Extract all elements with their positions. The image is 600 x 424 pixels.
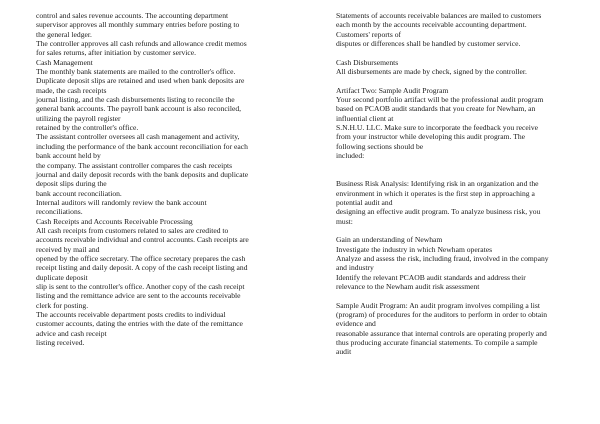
text-line: retained by the controller's office. bbox=[36, 123, 139, 133]
text-line: each month by the accounts receivable accounting department. bbox=[336, 20, 527, 30]
text-line: must: bbox=[336, 216, 353, 226]
text-line: Duplicate deposit slips are retained and used when bank deposits are bbox=[36, 76, 245, 86]
text-line: Internal auditors will randomly review the bank account bbox=[36, 197, 207, 207]
text-line: Statements of accounts receivable balances are mailed to customers bbox=[336, 11, 542, 20]
text-line: journal and daily deposit records with the bank deposits and duplicate bbox=[36, 169, 249, 179]
text-line: evidence and bbox=[336, 319, 376, 329]
text-line: thus producing accurate financial statements. To compile a sample bbox=[336, 338, 538, 348]
text-line: Cash Receipts and Accounts Receivable Processing bbox=[36, 216, 193, 226]
text-line: including the performance of the bank account reconciliation for each bbox=[36, 141, 248, 151]
text-line: designing an effective audit program. To analyze business risk, you bbox=[336, 207, 541, 217]
paragraph-spacer bbox=[336, 48, 584, 57]
text-line: The controller approves all cash refunds and allowance credit memos bbox=[36, 39, 247, 49]
text-line: Identify the relevant PCAOB audit standards and address their bbox=[336, 272, 526, 282]
text-line: All cash receipts from customers related to sales are credited to bbox=[36, 225, 229, 235]
text-line: Artifact Two: Sample Audit Program bbox=[336, 85, 449, 95]
text-line: bank account held by bbox=[36, 151, 101, 161]
text-line: Your second portfolio artifact will be the professional audit program bbox=[336, 95, 544, 105]
paragraph-spacer bbox=[336, 170, 584, 179]
text-line: deposit slips during the bbox=[36, 179, 107, 189]
paragraph-spacer bbox=[336, 291, 584, 300]
text-line: clerk for posting. bbox=[36, 300, 89, 310]
text-line: journal listing, and the cash disbursements listing to reconcile the bbox=[36, 95, 235, 105]
text-line: listing received. bbox=[36, 338, 85, 348]
right-column bbox=[336, 11, 584, 357]
text-line: disputes or differences shall be handled by customer service. bbox=[336, 39, 521, 49]
text-line: for sales returns, after initiation by customer service. bbox=[36, 48, 197, 58]
text-line: received by mail and bbox=[36, 244, 100, 254]
text-line: influential client at bbox=[336, 113, 394, 123]
paragraph-spacer bbox=[336, 226, 584, 235]
text-line: The assistant controller oversees all cash management and activity, bbox=[36, 132, 240, 142]
text-line: the company. The assistant controller compares the cash receipts bbox=[36, 160, 233, 170]
text-line: general bank accounts. The payroll bank account is also reconciled, bbox=[36, 104, 242, 114]
text-line: from your instructor while developing this audit program. The bbox=[336, 132, 526, 142]
text-line: bank account reconciliation. bbox=[36, 188, 122, 198]
text-line: control and sales revenue accounts. The accounting department bbox=[36, 11, 229, 20]
text-line: following sections should be bbox=[336, 141, 424, 151]
text-line: based on PCAOB audit standards that you create for Newham, an bbox=[336, 104, 536, 114]
text-line: opened by the office secretary. The office secretary prepares the cash bbox=[36, 253, 246, 263]
text-line: included: bbox=[336, 151, 365, 161]
text-line: Customers' reports of bbox=[336, 29, 402, 39]
text-line: listing and the remittance advice are sent to the accounts receivable bbox=[36, 291, 241, 301]
left-column bbox=[36, 11, 298, 347]
text-line: reasonable assurance that internal controls are operating properly and bbox=[336, 328, 547, 338]
text-line: Cash Disbursements bbox=[336, 57, 399, 67]
text-line: Investigate the industry in which Newham operates bbox=[336, 244, 493, 254]
text-line: utilizing the payroll register bbox=[36, 113, 121, 123]
text-line: Analyze and assess the risk, including fraud, involved in the company bbox=[336, 253, 549, 263]
text-line: slip is sent to the controller's office. Another copy of the cash receipt bbox=[36, 281, 245, 291]
text-line: and industry bbox=[336, 263, 374, 273]
text-line: accounts receivable individual and control accounts. Cash receipts are bbox=[36, 235, 249, 245]
text-line: customer accounts, dating the entries with the date of the remittance bbox=[36, 319, 243, 329]
text-line: Business Risk Analysis: Identifying risk in an organization and the bbox=[336, 179, 539, 189]
text-line: Cash Management bbox=[36, 57, 93, 67]
text-line: The monthly bank statements are mailed to the controller's office. bbox=[36, 67, 236, 77]
text-line: All disbursements are made by check, signed by the controller. bbox=[336, 67, 527, 77]
text-line: reconciliations. bbox=[36, 207, 83, 217]
text-line: S.N.H.U. LLC. Make sure to incorporate the feedback you receive bbox=[336, 123, 539, 133]
text-line: duplicate deposit bbox=[36, 272, 88, 282]
text-line: advice and cash receipt bbox=[36, 328, 107, 338]
text-line: Gain an understanding of Newham bbox=[336, 235, 443, 245]
text-line: potential audit and bbox=[336, 197, 393, 207]
text-line: The accounts receivable department posts credits to individual bbox=[36, 310, 226, 319]
paragraph-spacer bbox=[336, 161, 584, 170]
text-line: audit bbox=[336, 347, 352, 357]
text-line: relevance to the Newham audit risk assessment bbox=[336, 281, 480, 291]
text-line: supervisor approves all monthly summary entries before posting to bbox=[36, 20, 240, 30]
paragraph-spacer bbox=[336, 76, 584, 85]
text-line: receipt listing and daily deposit. A copy of the cash receipt listing and bbox=[36, 263, 248, 273]
text-line: environment in which it operates is the first step in approaching a bbox=[336, 188, 535, 198]
text-line: (program) of procedures for the auditors to perform in order to obtain bbox=[336, 310, 548, 319]
text-line: Sample Audit Program: An audit program involves compiling a list bbox=[336, 300, 540, 310]
text-line: made, the cash receipts bbox=[36, 85, 107, 95]
text-line: the general ledger. bbox=[36, 29, 92, 39]
